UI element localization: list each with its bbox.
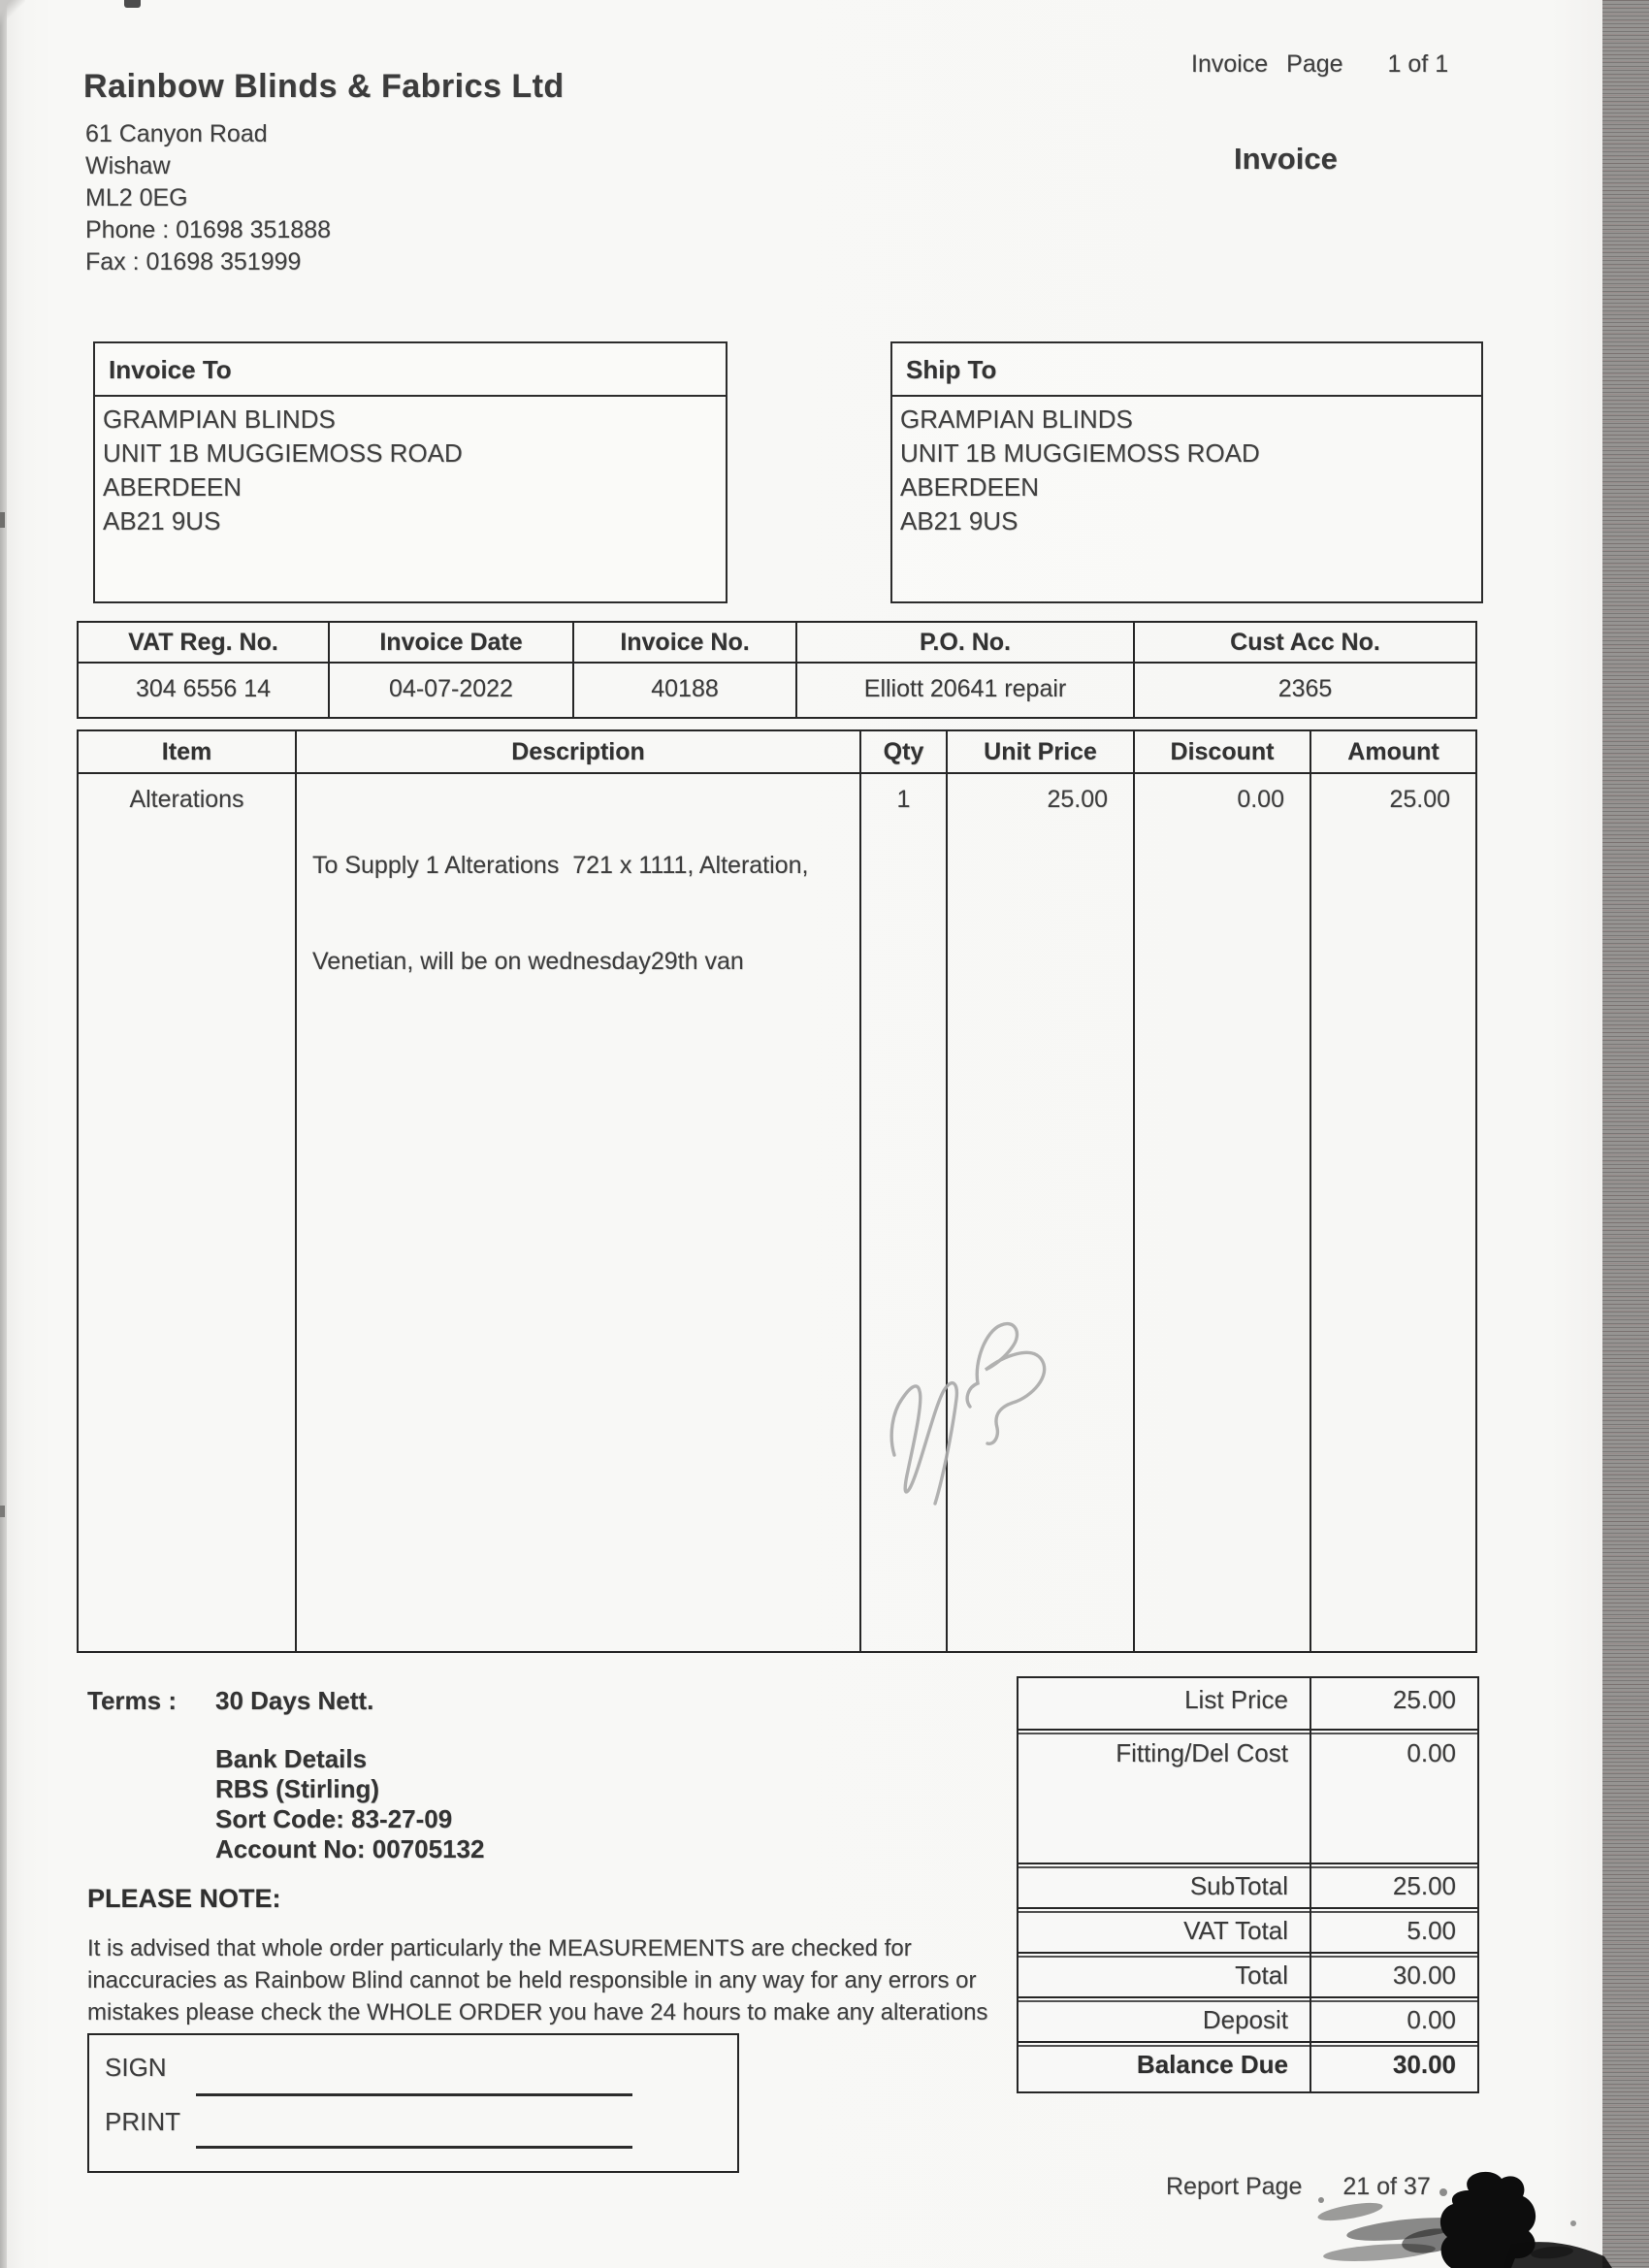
item-unit-price-cell: 25.00 (948, 774, 1135, 1651)
totals-row-balance-due (1017, 2041, 1479, 2093)
scan-speck (0, 1506, 5, 1517)
items-header-item: Item (79, 731, 297, 772)
totals-label: Total (1018, 1954, 1311, 2000)
ship-to-line: GRAMPIAN BLINDS (900, 405, 1133, 434)
meta-header-cust-acc: Cust Acc No. (1230, 629, 1380, 656)
bank-details (215, 1744, 484, 1864)
sign-line (196, 2093, 632, 2096)
invoice-to-line: UNIT 1B MUGGIEMOSS ROAD (103, 438, 463, 468)
items-row (79, 774, 1475, 1651)
scan-speck (0, 512, 5, 528)
totals-label: List Price (1018, 1678, 1311, 1733)
items-header-qty: Qty (861, 731, 948, 772)
bank-sort-code: Sort Code: 83-27-09 (215, 1804, 453, 1833)
totals-label: SubTotal (1018, 1864, 1311, 1911)
meta-value-cust-acc: 2365 (1277, 675, 1333, 702)
bank-details-title: Bank Details (215, 1744, 368, 1773)
meta-header-invoice-date: Invoice Date (330, 623, 574, 662)
bank-account-no: Account No: 00705132 (215, 1834, 485, 1863)
totals-value: 30.00 (1392, 2050, 1456, 2079)
please-note-line: It is advised that whole order particularly the MEASUREMENTS are checked for (87, 1935, 912, 1961)
meta-header-vat-reg: VAT Reg. No. (79, 623, 330, 662)
report-page-value: 21 of 37 (1342, 2173, 1431, 2200)
item-description-line: Venetian, will be on wednesday29th van (312, 948, 744, 975)
scan-artifact-mark (124, 0, 141, 8)
items-header-amount: Amount (1347, 738, 1439, 765)
ship-to-line: AB21 9US (900, 506, 1018, 535)
please-note-title: PLEASE NOTE: (87, 1884, 281, 1913)
totals-value: 30.00 (1392, 1960, 1456, 1990)
invoice-meta-table (77, 621, 1477, 719)
ink-blot-stain (1261, 2163, 1649, 2268)
please-note-text (87, 1932, 1018, 2028)
line-items-table (77, 729, 1477, 1653)
print-label: PRINT (105, 2107, 180, 2136)
invoice-to-title: Invoice To (95, 343, 726, 397)
totals-row-vat-total (1017, 1907, 1479, 1958)
handwritten-initials-signature (885, 1288, 1088, 1516)
meta-value-invoice-date: 04-07-2022 (330, 664, 574, 717)
items-header-row (79, 731, 1475, 774)
meta-header-invoice-no: Invoice No. (574, 623, 797, 662)
invoice-page-label: Invoice Page (1191, 50, 1343, 78)
invoice-to-line: ABERDEEN (103, 472, 242, 502)
terms-value: 30 Days Nett. (215, 1686, 374, 1715)
company-name: Rainbow Blinds & Fabrics Ltd (83, 68, 565, 105)
totals-row-fitting-del-cost (1017, 1729, 1479, 1868)
meta-value-row (79, 664, 1475, 717)
totals-value: 5.00 (1406, 1916, 1456, 1945)
print-line (196, 2146, 632, 2149)
totals-row-deposit (1017, 1996, 1479, 2047)
sign-label: SIGN (105, 2053, 167, 2082)
invoice-to-address (95, 397, 726, 538)
items-header-unit-price: Unit Price (948, 731, 1135, 772)
scanner-edge-strip (1602, 0, 1649, 2268)
bank-name: RBS (Stirling) (215, 1774, 379, 1803)
company-address (85, 118, 331, 278)
totals-row-total (1017, 1952, 1479, 2002)
totals-row-subtotal (1017, 1863, 1479, 1913)
company-address-line: 61 Canyon Road (85, 120, 268, 147)
item-name-cell: Alterations (79, 774, 297, 1651)
ship-to-address (892, 397, 1481, 538)
totals-row-list-price (1017, 1676, 1479, 1734)
meta-value-vat-reg: 304 6556 14 (79, 664, 330, 717)
invoice-page-value: 1 of 1 (1387, 50, 1449, 78)
ship-to-title: Ship To (892, 343, 1481, 397)
invoice-to-line: GRAMPIAN BLINDS (103, 405, 336, 434)
company-address-line: Wishaw (85, 152, 171, 179)
meta-value-po-no: Elliott 20641 repair (797, 664, 1135, 717)
meta-value-invoice-no: 40188 (574, 664, 797, 717)
please-note-line: inaccuracies as Rainbow Blind cannot be held responsible in any way for any errors or (87, 1967, 977, 1993)
totals-value: 0.00 (1406, 1738, 1456, 1767)
invoice-to-box (93, 341, 728, 603)
terms-label: Terms : (87, 1686, 177, 1715)
item-description-line: To Supply 1 Alterations 721 x 1111, Alteration, (312, 852, 809, 879)
item-discount-cell: 0.00 (1135, 774, 1311, 1651)
meta-header-row (79, 623, 1475, 664)
totals-value: 25.00 (1392, 1685, 1456, 1714)
company-phone: Phone : 01698 351888 (85, 216, 332, 243)
totals-value: 25.00 (1392, 1871, 1456, 1900)
totals-label: Balance Due (1018, 2043, 1311, 2091)
company-address-line: ML2 0EG (85, 184, 188, 211)
totals-value: 0.00 (1406, 2005, 1456, 2034)
item-qty-cell: 1 (861, 774, 948, 1651)
items-header-description: Description (297, 731, 861, 772)
report-page-label: Report Page (1166, 2173, 1303, 2200)
signature-box (87, 2033, 739, 2173)
invoice-page-indicator (1191, 50, 1448, 79)
totals-label: Deposit (1018, 1998, 1311, 2045)
items-header-discount: Discount (1135, 731, 1311, 772)
item-description-cell (297, 774, 861, 1651)
company-fax: Fax : 01698 351999 (85, 248, 302, 275)
meta-header-po-no: P.O. No. (797, 623, 1135, 662)
totals-label: VAT Total (1018, 1909, 1311, 1956)
paper-left-edge (0, 0, 7, 2268)
invoice-to-line: AB21 9US (103, 506, 221, 535)
totals-label: Fitting/Del Cost (1018, 1731, 1311, 1866)
ship-to-box (890, 341, 1483, 603)
ship-to-line: UNIT 1B MUGGIEMOSS ROAD (900, 438, 1260, 468)
ship-to-line: ABERDEEN (900, 472, 1040, 502)
document-title: Invoice (1234, 142, 1338, 176)
please-note-line: mistakes please check the WHOLE ORDER you have 24 hours to make any alterations (87, 1999, 988, 2025)
item-amount-cell: 25.00 (1389, 786, 1450, 813)
paper-corner-shade (0, 0, 25, 25)
